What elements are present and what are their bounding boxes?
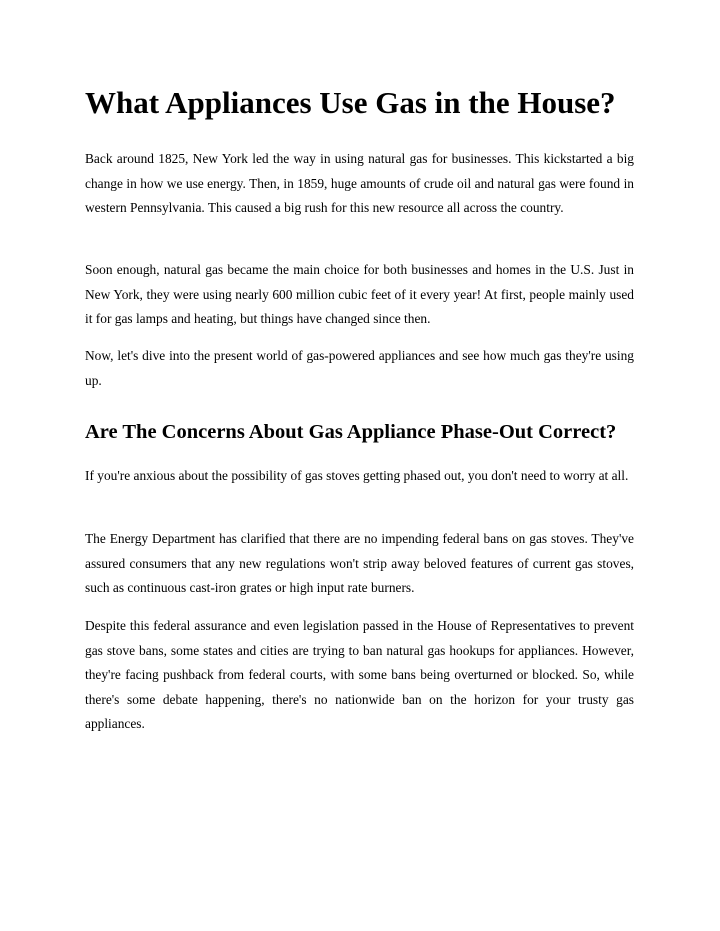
intro-paragraph-1: Back around 1825, New York led the way in using natural gas for businesses. This kickstarted a big change in how we use energy. Then, in 1859, huge amounts of crude oil and natural gas were found in western Pennsylvania. This caused a big rush for this new resource all across the country. (85, 151, 634, 216)
page-title: What Appliances Use Gas in the House? (85, 85, 616, 120)
section-paragraph-3: Despite this federal assurance and even legislation passed in the House of Representatives to prevent gas stove bans, some states and cities are trying to ban natural gas hookups for appliances. However, they're facing pushback from federal courts, with some bans being overturned or blocked. So, while there's some debate happening, there's no nationwide ban on the horizon for your trusty gas appliances. (85, 618, 634, 732)
section-paragraph-1: If you're anxious about the possibility of gas stoves getting phased out, you don't need to worry at all. (85, 468, 629, 483)
section-heading: Are The Concerns About Gas Appliance Phase-Out Correct? (85, 421, 617, 443)
intro-paragraph-2: Soon enough, natural gas became the main choice for both businesses and homes in the U.S. Just in New York, they were using nearly 600 million cubic feet of it every year! At first, people mainly used it for gas lamps and heating, but things have changed since then. (85, 262, 634, 327)
section-paragraph-2: The Energy Department has clarified that there are no impending federal bans on gas stoves. They've assured consumers that any new regulations won't strip away beloved features of current gas stoves, such as continuous cast-iron grates or high input rate burners. (85, 531, 634, 596)
intro-paragraph-3: Now, let's dive into the present world of gas-powered appliances and see how much gas they're using up. (85, 348, 634, 388)
